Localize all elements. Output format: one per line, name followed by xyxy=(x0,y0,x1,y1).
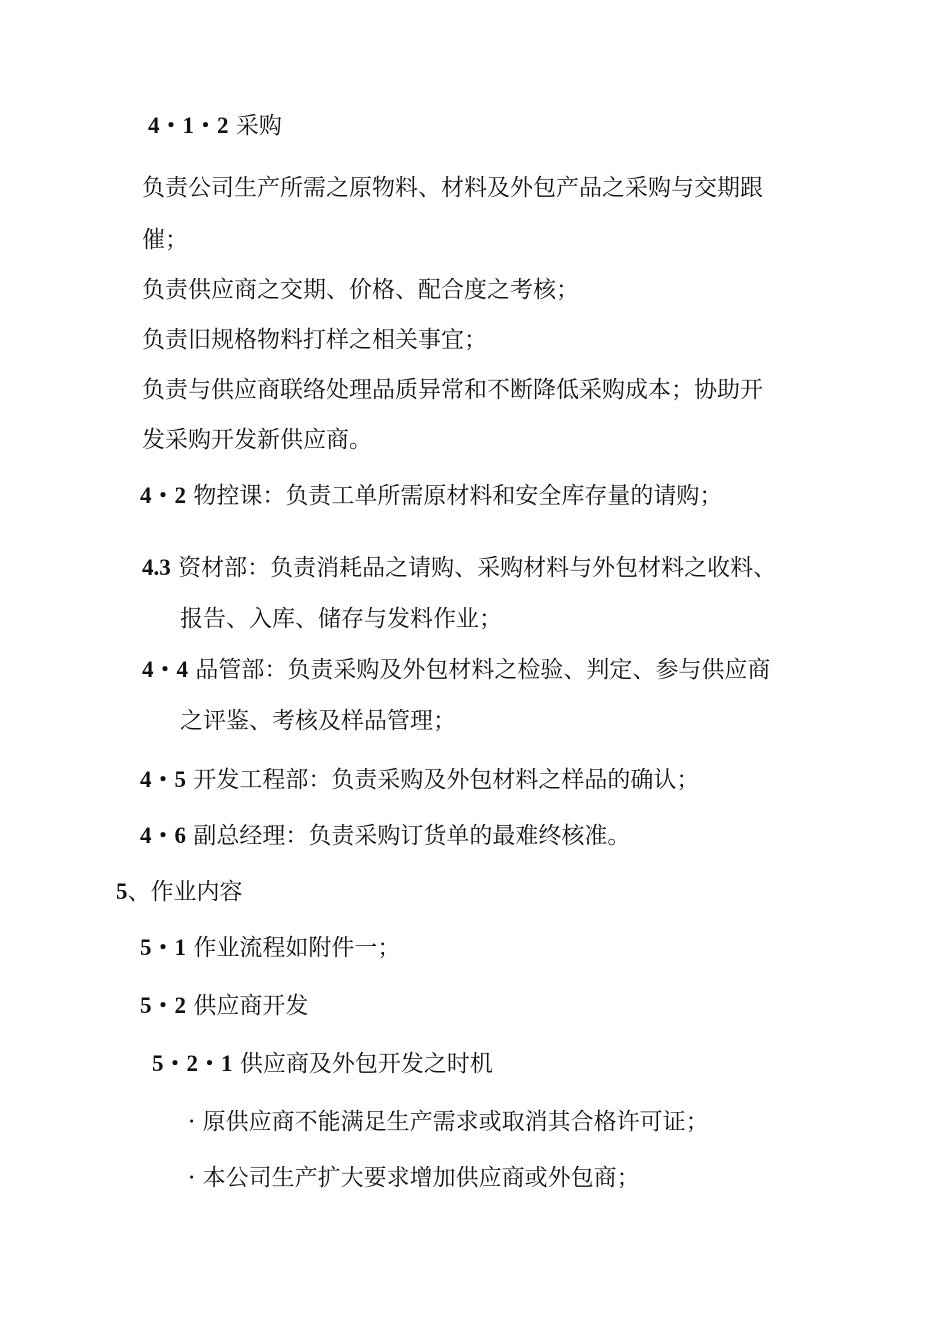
heading-4-1-2: 4・1・2 采购 xyxy=(148,113,282,139)
paragraph-text: 发采购开发新供应商。 xyxy=(142,427,372,453)
paragraph-text: 报告、入库、储存与发料作业； xyxy=(180,606,502,632)
section-heading-5: 5、作业内容 xyxy=(116,879,243,905)
heading-5-1: 5・1 作业流程如附件一； xyxy=(140,935,401,961)
paragraph-text: 负责旧规格物料打样之相关事宜； xyxy=(142,327,487,353)
heading-4-5: 4・5 开发工程部：负责采购及外包材料之样品的确认； xyxy=(140,767,700,793)
paragraph-text: 负责公司生产所需之原物料、材料及外包产品之采购与交期跟 xyxy=(142,175,763,201)
paragraph-text: 之评鉴、考核及样品管理； xyxy=(180,708,456,734)
heading-4-6: 4・6 副总经理：负责采购订货单的最难终核准。 xyxy=(140,823,631,849)
heading-4-4: 4・4 品管部：负责采购及外包材料之检验、判定、参与供应商 xyxy=(142,657,771,683)
heading-5-2: 5・2 供应商开发 xyxy=(140,993,309,1019)
paragraph-text: 催； xyxy=(142,227,188,253)
bullet-item: · 本公司生产扩大要求增加供应商或外包商； xyxy=(188,1165,640,1191)
heading-4-3: 4.3 资材部：负责消耗品之请购、采购材料与外包材料之收料、 xyxy=(142,555,777,581)
paragraph-text: 负责与供应商联络处理品质异常和不断降低采购成本；协助开 xyxy=(142,377,763,403)
bullet-item: · 原供应商不能满足生产需求或取消其合格许可证； xyxy=(188,1109,709,1135)
heading-4-2: 4・2 物控课：负责工单所需原材料和安全库存量的请购； xyxy=(140,483,723,509)
heading-5-2-1: 5・2・1 供应商及外包开发之时机 xyxy=(152,1051,493,1077)
paragraph-text: 负责供应商之交期、价格、配合度之考核； xyxy=(142,277,579,303)
